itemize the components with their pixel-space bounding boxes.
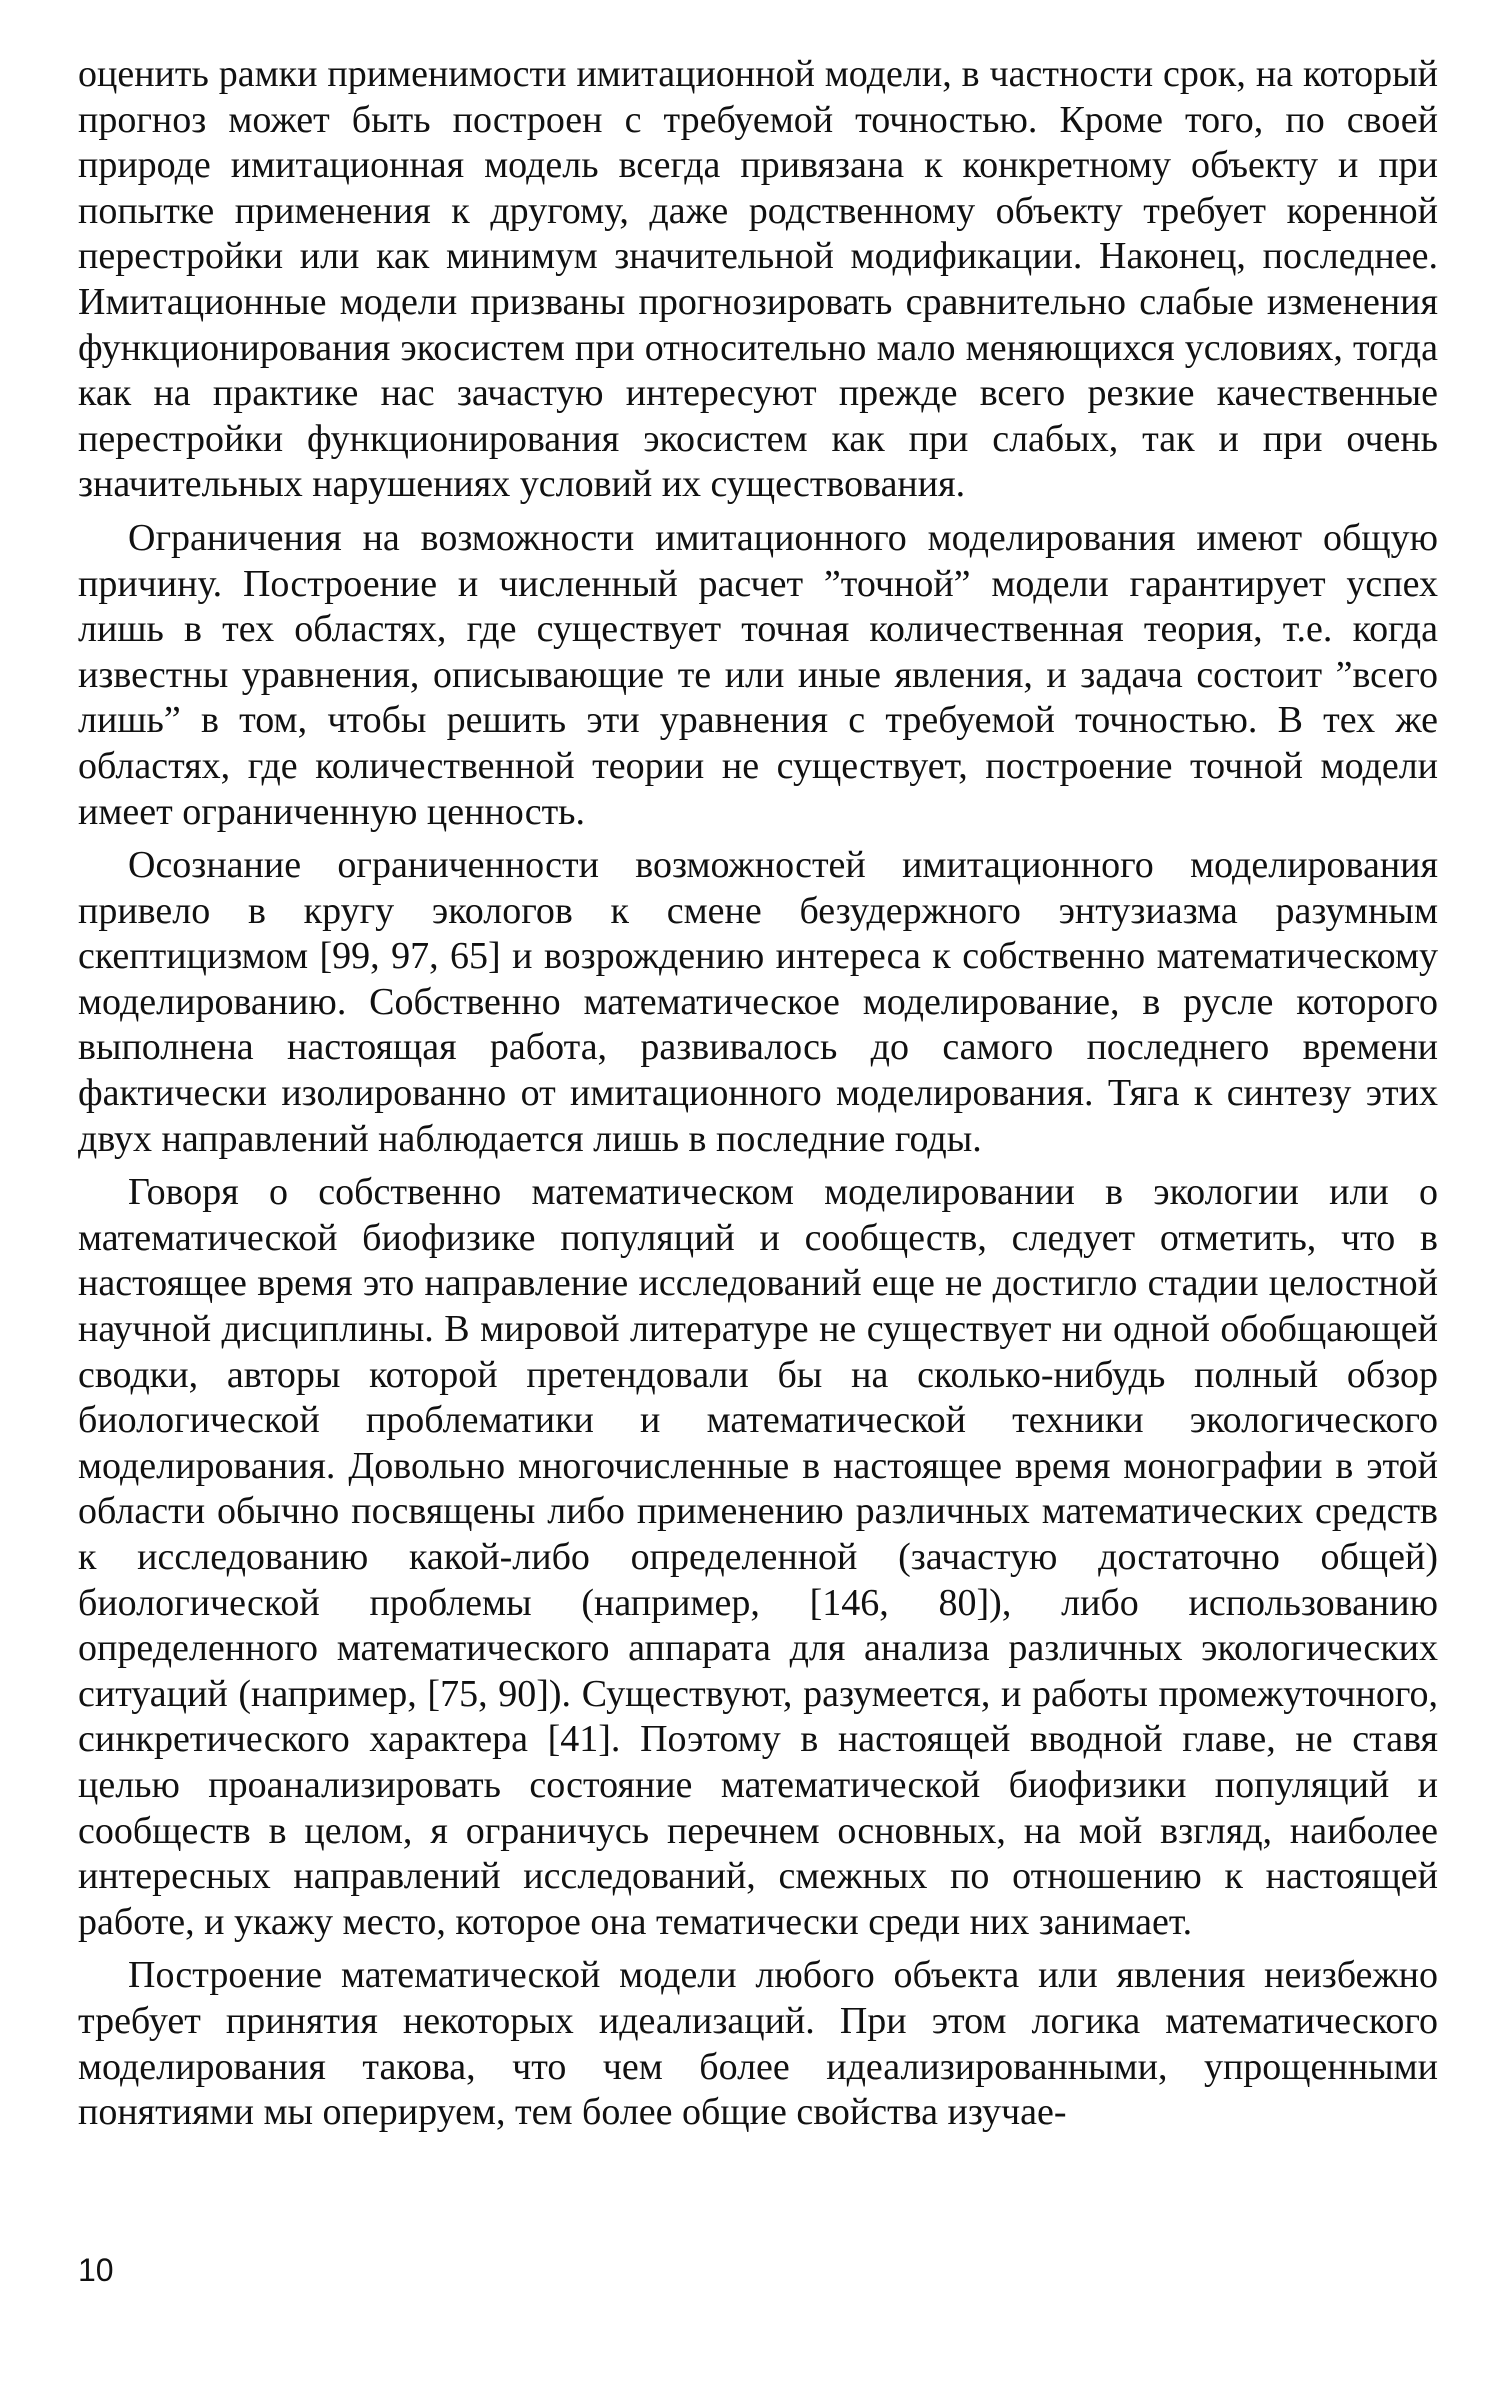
paragraph-4: Говоря о собственно математическом моделировании в экологии или о математической биофизике популяций и сообществ, следует отметить, что в настоящее время это направление исследований еще не достигло стадии целостной научной дисциплины. В мировой литературе не существует ни одной обобщающей сводки, авторы которой претендовали бы на сколько-нибудь полный обзор биологической проблематики и математической техники экологического моделирования. Довольно многочисленные в настоящее время монографии в этой области обычно посвящены либо применению различных математических средств к исследованию какой-либо определенной (зачастую достаточно общей) биологической проблемы (например, [146, 80]), либо использованию определенного математического аппарата для анализа различных экологических ситуаций (например, [75, 90]). Существуют, разумеется, и работы промежуточного, синкретического характера [41]. Поэтому в настоящей вводной главе, не ставя целью проанализировать состояние математической биофизики популяций и сообществ в целом, я ограничусь перечнем основных, на мой взгляд, наиболее интересных направлений исследований, смежных по отношению к настоящей работе, и укажу место, которое она тематически среди них занимает. [78, 1171, 1438, 1943]
paragraph-3: Осознание ограниченности возможностей имитационного моделирования привело в кругу экологов к смене безудержного энтузиазма разумным скептицизмом [99, 97, 65] и возрождению интереса к собственно математическому моделированию. Собственно математическое моделирование, в русле которого выполнена настоящая работа, развивалось до самого последнего времени фактически изолированно от имитационного моделирования. Тяга к синтезу этих двух направлений наблюдается лишь в последние годы. [78, 844, 1438, 1160]
paragraph-2: Ограничения на возможности имитационного моделирования имеют общую причину. Построение и численный расчет ”точной” модели гарантирует успех лишь в тех областях, где существует точная количественная теория, т.е. когда известны уравнения, описывающие те или иные явления, и задача состоит ”всего лишь” в том, чтобы решить эти уравнения с требуемой точностью. В тех же областях, где количественной теории не существует, построение точной модели имеет ограниченную ценность. [78, 516, 1438, 833]
page-body [78, 52, 1438, 2144]
page-number: 10 [78, 2252, 114, 2288]
paragraph-5: Построение математической модели любого объекта или явления неизбежно требует принятия некоторых идеализаций. При этом логика математического моделирования такова, что чем более идеализированными, упрощенными понятиями мы оперируем, тем более общие свойства изучае- [78, 1954, 1438, 2134]
paragraph-1: оценить рамки применимости имитационной модели, в частности срок, на который прогноз может быть построен с требуемой точностью. Кроме того, по своей природе имитационная модель всегда привязана к конкретному объекту и при попытке применения к другому, даже родственному объекту требует коренной перестройки или как минимум значительной модификации. Наконец, последнее. Имитационные модели призваны прогнозировать сравнительно слабые изменения функционирования экосистем при относительно мало меняющихся условиях, тогда как на практике нас зачастую интересуют прежде всего резкие качественные перестройки функционирования экосистем как при слабых, так и при очень значительных нарушениях условий их существования. [78, 53, 1438, 506]
